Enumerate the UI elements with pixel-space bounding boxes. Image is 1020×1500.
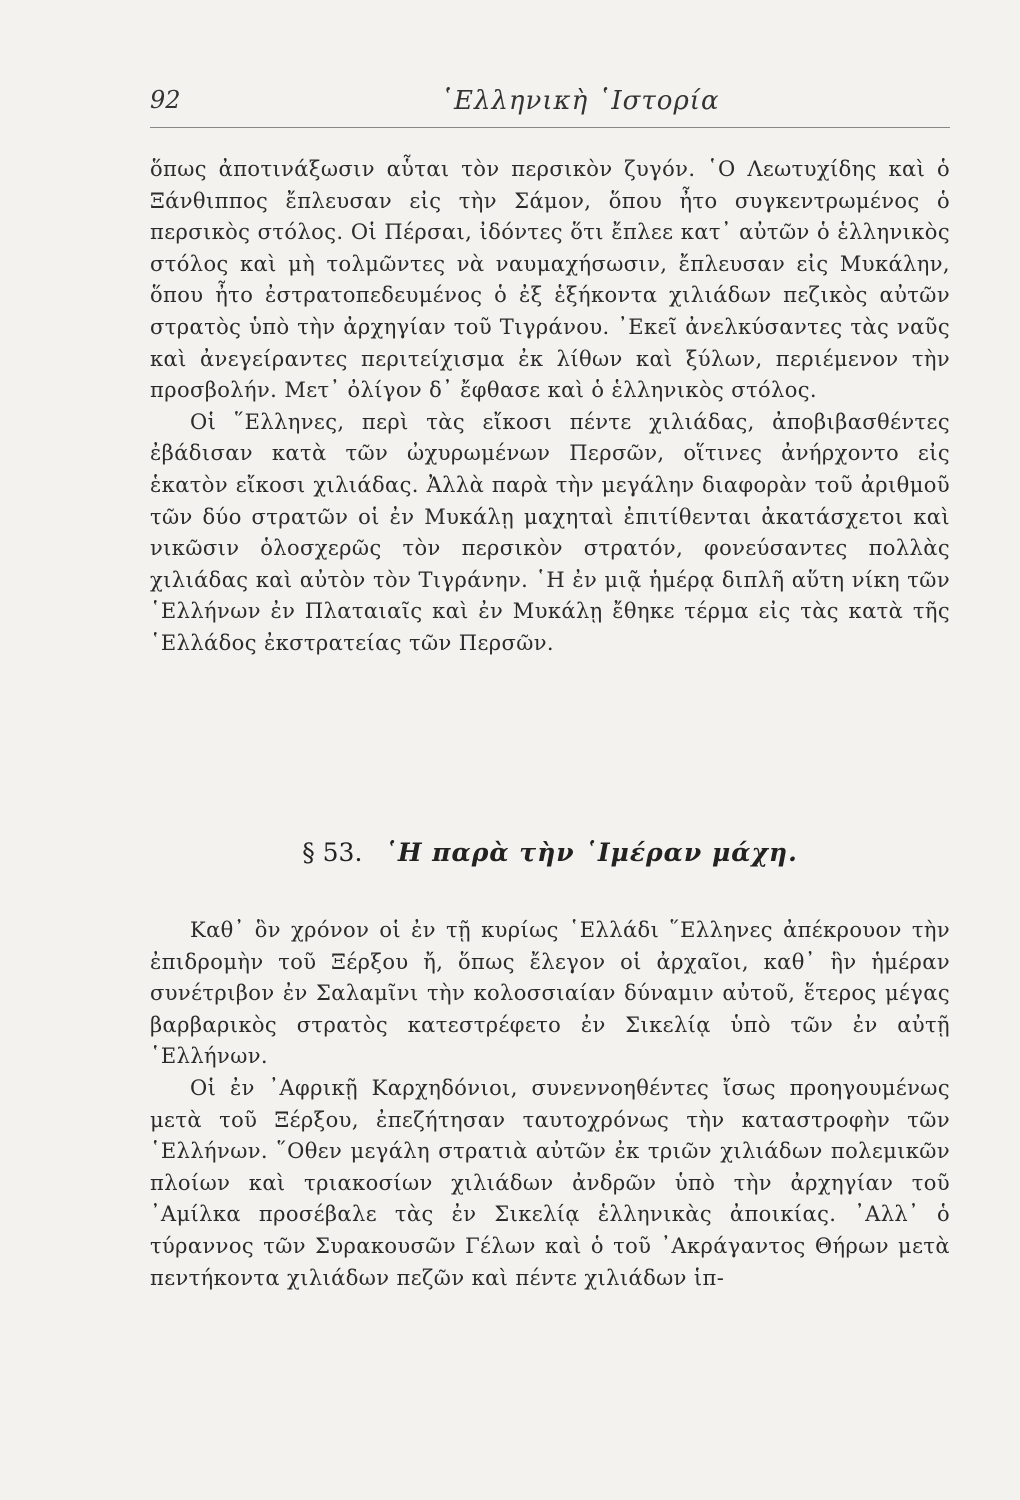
section-title: ῾Η παρὰ τὴν ῾Ιμέραν μάχη. (384, 838, 798, 867)
paragraph: ὅπως ἀποτινάξωσιν αὗται τὸν περσικὸν ζυγόν. ῾Ο Λεωτυχίδης καὶ ὁ Ξάνθιππος ἔπλευσαν εἰς τὴν Σάμον, ὅπου ἦτο συγκεντρωμένος ὁ περσικὸς στόλος. Οἱ Πέρσαι, ἰδόντες ὅτι ἔπλεε κατ᾿ αὐτῶν ὁ ἑλληνικὸς στόλος καὶ μὴ τολμῶντες νὰ ναυμαχήσωσιν, ἔπλευσαν εἰς Μυκάλην, ὅπου ἦτο ἐστρατοπεδευμένος ὁ ἐξ ἑξήκοντα χιλιάδων πεζικὸς αὐτῶν στρατὸς ὑπὸ τὴν ἀρχηγίαν τοῦ Τιγράνου. ᾿Εκεῖ ἀνελκύσαντες τὰς ναῦς καὶ ἀνεγείραντες περιτείχισμα ἐκ λίθων καὶ ξύλων, περιέμενον τὴν προσβολήν. Μετ᾿ ὀλίγον δ᾿ ἔφθασε καὶ ὁ ἑλληνικὸς στόλος. (150, 157, 950, 403)
section-number: § 53. (302, 838, 363, 867)
paragraph: Οἱ ἐν ᾿Αφρικῇ Καρχηδόνιοι, συνεννοηθέντες ἴσως προηγουμένως μετὰ τοῦ Ξέρξου, ἐπεζήτησαν ταυτοχρόνως τὴν καταστροφὴν τῶν ῾Ελλήνων. ῞Οθεν μεγάλη στρατιὰ αὐτῶν ἐκ τριῶν χιλιάδων πολεμικῶν πλοίων καὶ τριακοσίων χιλιάδων ἀνδρῶν ὑπὸ τὴν ἀρχηγίαν τοῦ ᾿Αμίλκα προσέβαλε τὰς ἐν Σικελίᾳ ἑλληνικὰς ἀποικίας. ᾿Αλλ᾿ ὁ τύραννος τῶν Συρακουσῶν Γέλων καὶ ὁ τοῦ ᾿Ακράγαντος Θήρων μετὰ πεντήκοντα χιλιάδων πεζῶν καὶ πέντε χιλιάδων ἱπ- (150, 1075, 950, 1290)
section-heading (150, 838, 950, 867)
text-block-top (150, 154, 950, 660)
page-number: 92 (150, 86, 181, 114)
paragraph: Καθ᾿ ὃν χρόνον οἱ ἐν τῇ κυρίως ῾Ελλάδι ῞Ελληνες ἀπέκρουον τὴν ἐπιδρομὴν τοῦ Ξέρξου ἤ, ὅπως ἔλεγον οἱ ἀρχαῖοι, καθ᾿ ἣν ἡμέραν συνέτριβον ἐν Σαλαμῖνι τὴν κολοσσιαίαν δύναμιν αὐτοῦ, ἕτερος μέγας βαρβαρικὸς στρατὸς κατεστρέφετο ἐν Σικελίᾳ ὑπὸ τῶν ἐν αὐτῇ ῾Ελλήνων. (150, 918, 950, 1069)
text-block-bottom (150, 915, 950, 1294)
paragraph: Οἱ ῞Ελληνες, περὶ τὰς εἴκοσι πέντε χιλιάδας, ἀποβιβασθέντες ἐβάδισαν κατὰ τῶν ὠχυρωμένων Περσῶν, οἵτινες ἀνήρχοντο εἰς ἑκατὸν εἴκοσι χιλιάδας. Ἀλλὰ παρὰ τὴν μεγάλην διαφορὰν τοῦ ἀριθμοῦ τῶν δύο στρατῶν οἱ ἐν Μυκάλῃ μαχηταὶ ἐπιτίθενται ἀκατάσχετοι καὶ νικῶσιν ὁλοσχερῶς τὸν περσικὸν στρατόν, φονεύσαντες πολλὰς χιλιάδας καὶ αὐτὸν τὸν Τιγράνην. ῾Η ἐν μιᾷ ἡμέρᾳ διπλῆ αὕτη νίκη τῶν ῾Ελλήνων ἐν Πλαταιαῖς καὶ ἐν Μυκάλῃ ἔθηκε τέρμα εἰς τὰς κατὰ τῆς ῾Ελλάδος ἐκστρατείας τῶν Περσῶν. (150, 409, 950, 655)
page-header (150, 86, 950, 126)
header-rule (150, 127, 950, 128)
running-title: ῾Ελληνικὴ ῾Ιστορία (440, 86, 720, 116)
